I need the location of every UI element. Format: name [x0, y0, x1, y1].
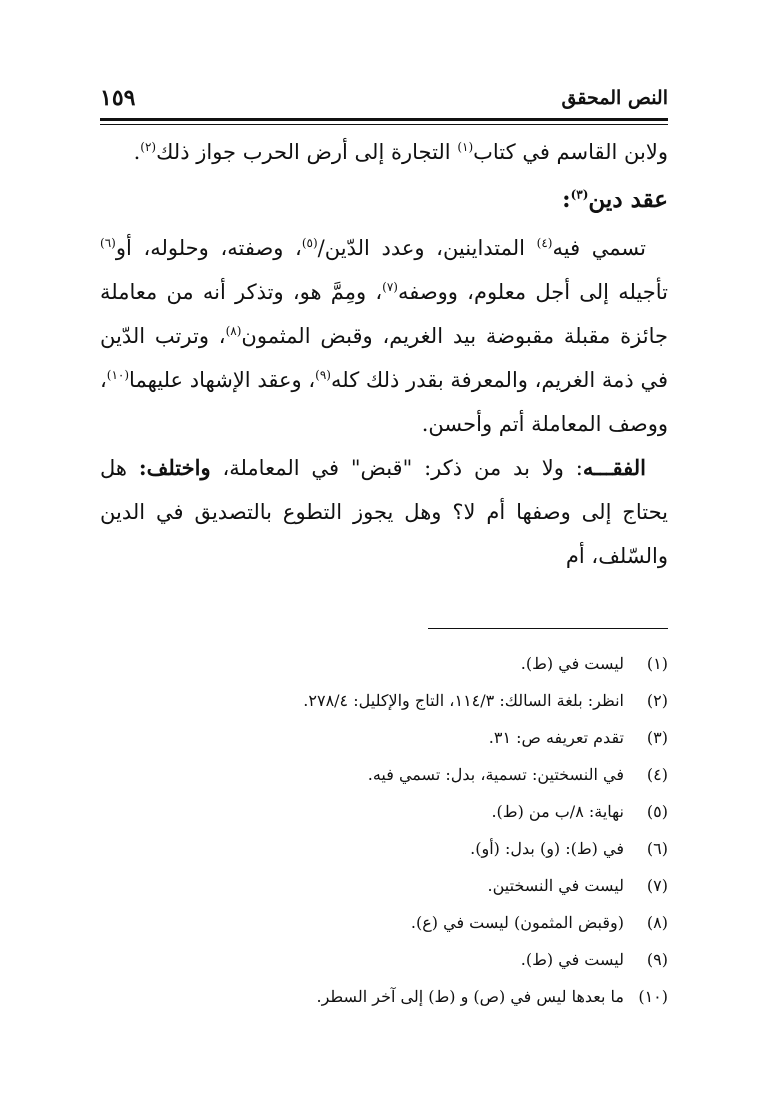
footnote — [100, 978, 668, 1015]
footnote — [100, 719, 668, 756]
footnote-ref: (٧) — [382, 280, 398, 294]
footnote-ref: (١٠) — [106, 368, 130, 382]
section-heading-colon: : — [562, 186, 571, 213]
footnote-ref: (٩) — [315, 368, 331, 382]
footnote — [100, 645, 668, 682]
running-header — [100, 80, 668, 116]
paragraph-2-text: هل يحتاج إلى وصفها أم لا؟ وهل يجوز التطوع بالتصديق في الدين والسّلف، أم — [100, 456, 668, 568]
footnote — [100, 867, 668, 904]
opening-line — [100, 130, 668, 174]
footnote-ref: (٨) — [225, 324, 242, 338]
footnote-text: (وقبض المثمون) ليست في (ع). — [410, 913, 624, 932]
header-title: النص المحقق — [561, 87, 668, 109]
page-number: ١٥٩ — [100, 85, 136, 111]
fiqh-label: الفقـــه — [582, 455, 647, 480]
paragraph-1 — [100, 226, 668, 446]
main-text — [100, 130, 668, 578]
footnote-text: ليست في (ط). — [520, 950, 624, 969]
footnote-number: (٦) — [646, 839, 668, 858]
ikhtalaf-label: واختلف: — [138, 455, 211, 480]
paragraph-1-text: ، ووصف المعاملة أتم وأحسن. — [100, 368, 668, 436]
footnote-number: (٨) — [646, 913, 668, 932]
footnotes — [100, 645, 668, 1015]
paragraph-1-text: ، ومِمَّ هو، وتذكر أنه من معاملة جائزة مقبلة مقبوضة بيد الغريم، وقبض المثمون — [100, 280, 668, 348]
footnote-text: في (ط): (و) بدل: (أو). — [470, 839, 624, 858]
footnote-text: في النسختين: تسمية، بدل: تسمي فيه. — [367, 765, 624, 784]
footnote-number: (٧) — [646, 876, 668, 895]
paragraph-1-text: ، وعقد الإشهاد عليهما — [129, 368, 316, 392]
footnote — [100, 682, 668, 719]
footnote-number: (٢) — [646, 691, 668, 710]
footnote-ref: (٣) — [570, 187, 589, 202]
paragraph-1-text: المتداينين، وعدد الدّين/ — [317, 236, 537, 260]
opening-line-text-a: ولابن القاسم في كتاب — [473, 140, 668, 164]
footnote — [100, 793, 668, 830]
footnote — [100, 756, 668, 793]
footnote — [100, 830, 668, 867]
footnote-text: انظر: بلغة السالك: ١١٤/٣، التاج والإكليل: ٢٧٨/٤. — [303, 691, 624, 710]
opening-line-text-b: التجارة إلى أرض الحرب جواز ذلك — [156, 140, 458, 164]
footnote-separator — [428, 628, 668, 629]
footnote-ref: (٤) — [536, 236, 553, 250]
footnote-text: ليست في (ط). — [520, 654, 624, 673]
section-heading — [100, 174, 668, 226]
footnote-number: (٤) — [646, 765, 668, 784]
footnote-number: (٥) — [646, 802, 668, 821]
header-rule-thick — [100, 118, 668, 121]
paragraph-2 — [100, 446, 668, 578]
footnote-number: (١٠) — [638, 987, 668, 1006]
footnote — [100, 941, 668, 978]
footnote-number: (٩) — [646, 950, 668, 969]
footnote-text: تقدم تعريفه ص: ٣١. — [488, 728, 624, 747]
paragraph-1-text: ، وصفته، وحلوله، أو — [115, 236, 302, 260]
paragraph-1-text: ، وترتب الدّين في ذمة الغريم، والمعرفة بقدر ذلك كله — [100, 324, 669, 392]
footnote-number: (٣) — [646, 728, 668, 747]
footnote-ref: (٦) — [100, 236, 116, 250]
footnote-text: نهاية: ٨/ب من (ط). — [491, 802, 624, 821]
footnote-text: ليست في النسختين. — [487, 876, 624, 895]
footnote-ref: (١) — [457, 140, 474, 154]
paragraph-1-text: تأجيله إلى أجل معلوم، ووصفه — [397, 280, 668, 304]
paragraph-1-text: تسمي فيه — [552, 236, 646, 260]
opening-line-text-c: . — [133, 140, 141, 164]
footnote-ref: (٢) — [140, 140, 157, 154]
section-heading-text: عقد دين — [588, 186, 668, 213]
header-rule-thin — [100, 124, 668, 125]
footnote — [100, 904, 668, 941]
paragraph-2-text: : ولا بد من ذكر: "قبض" في المعاملة، — [210, 456, 583, 480]
footnote-number: (١) — [646, 654, 668, 673]
footnote-text: ما بعدها ليس في (ص) و (ط) إلى آخر السطر. — [316, 987, 624, 1006]
footnote-ref: (٥) — [301, 236, 318, 250]
